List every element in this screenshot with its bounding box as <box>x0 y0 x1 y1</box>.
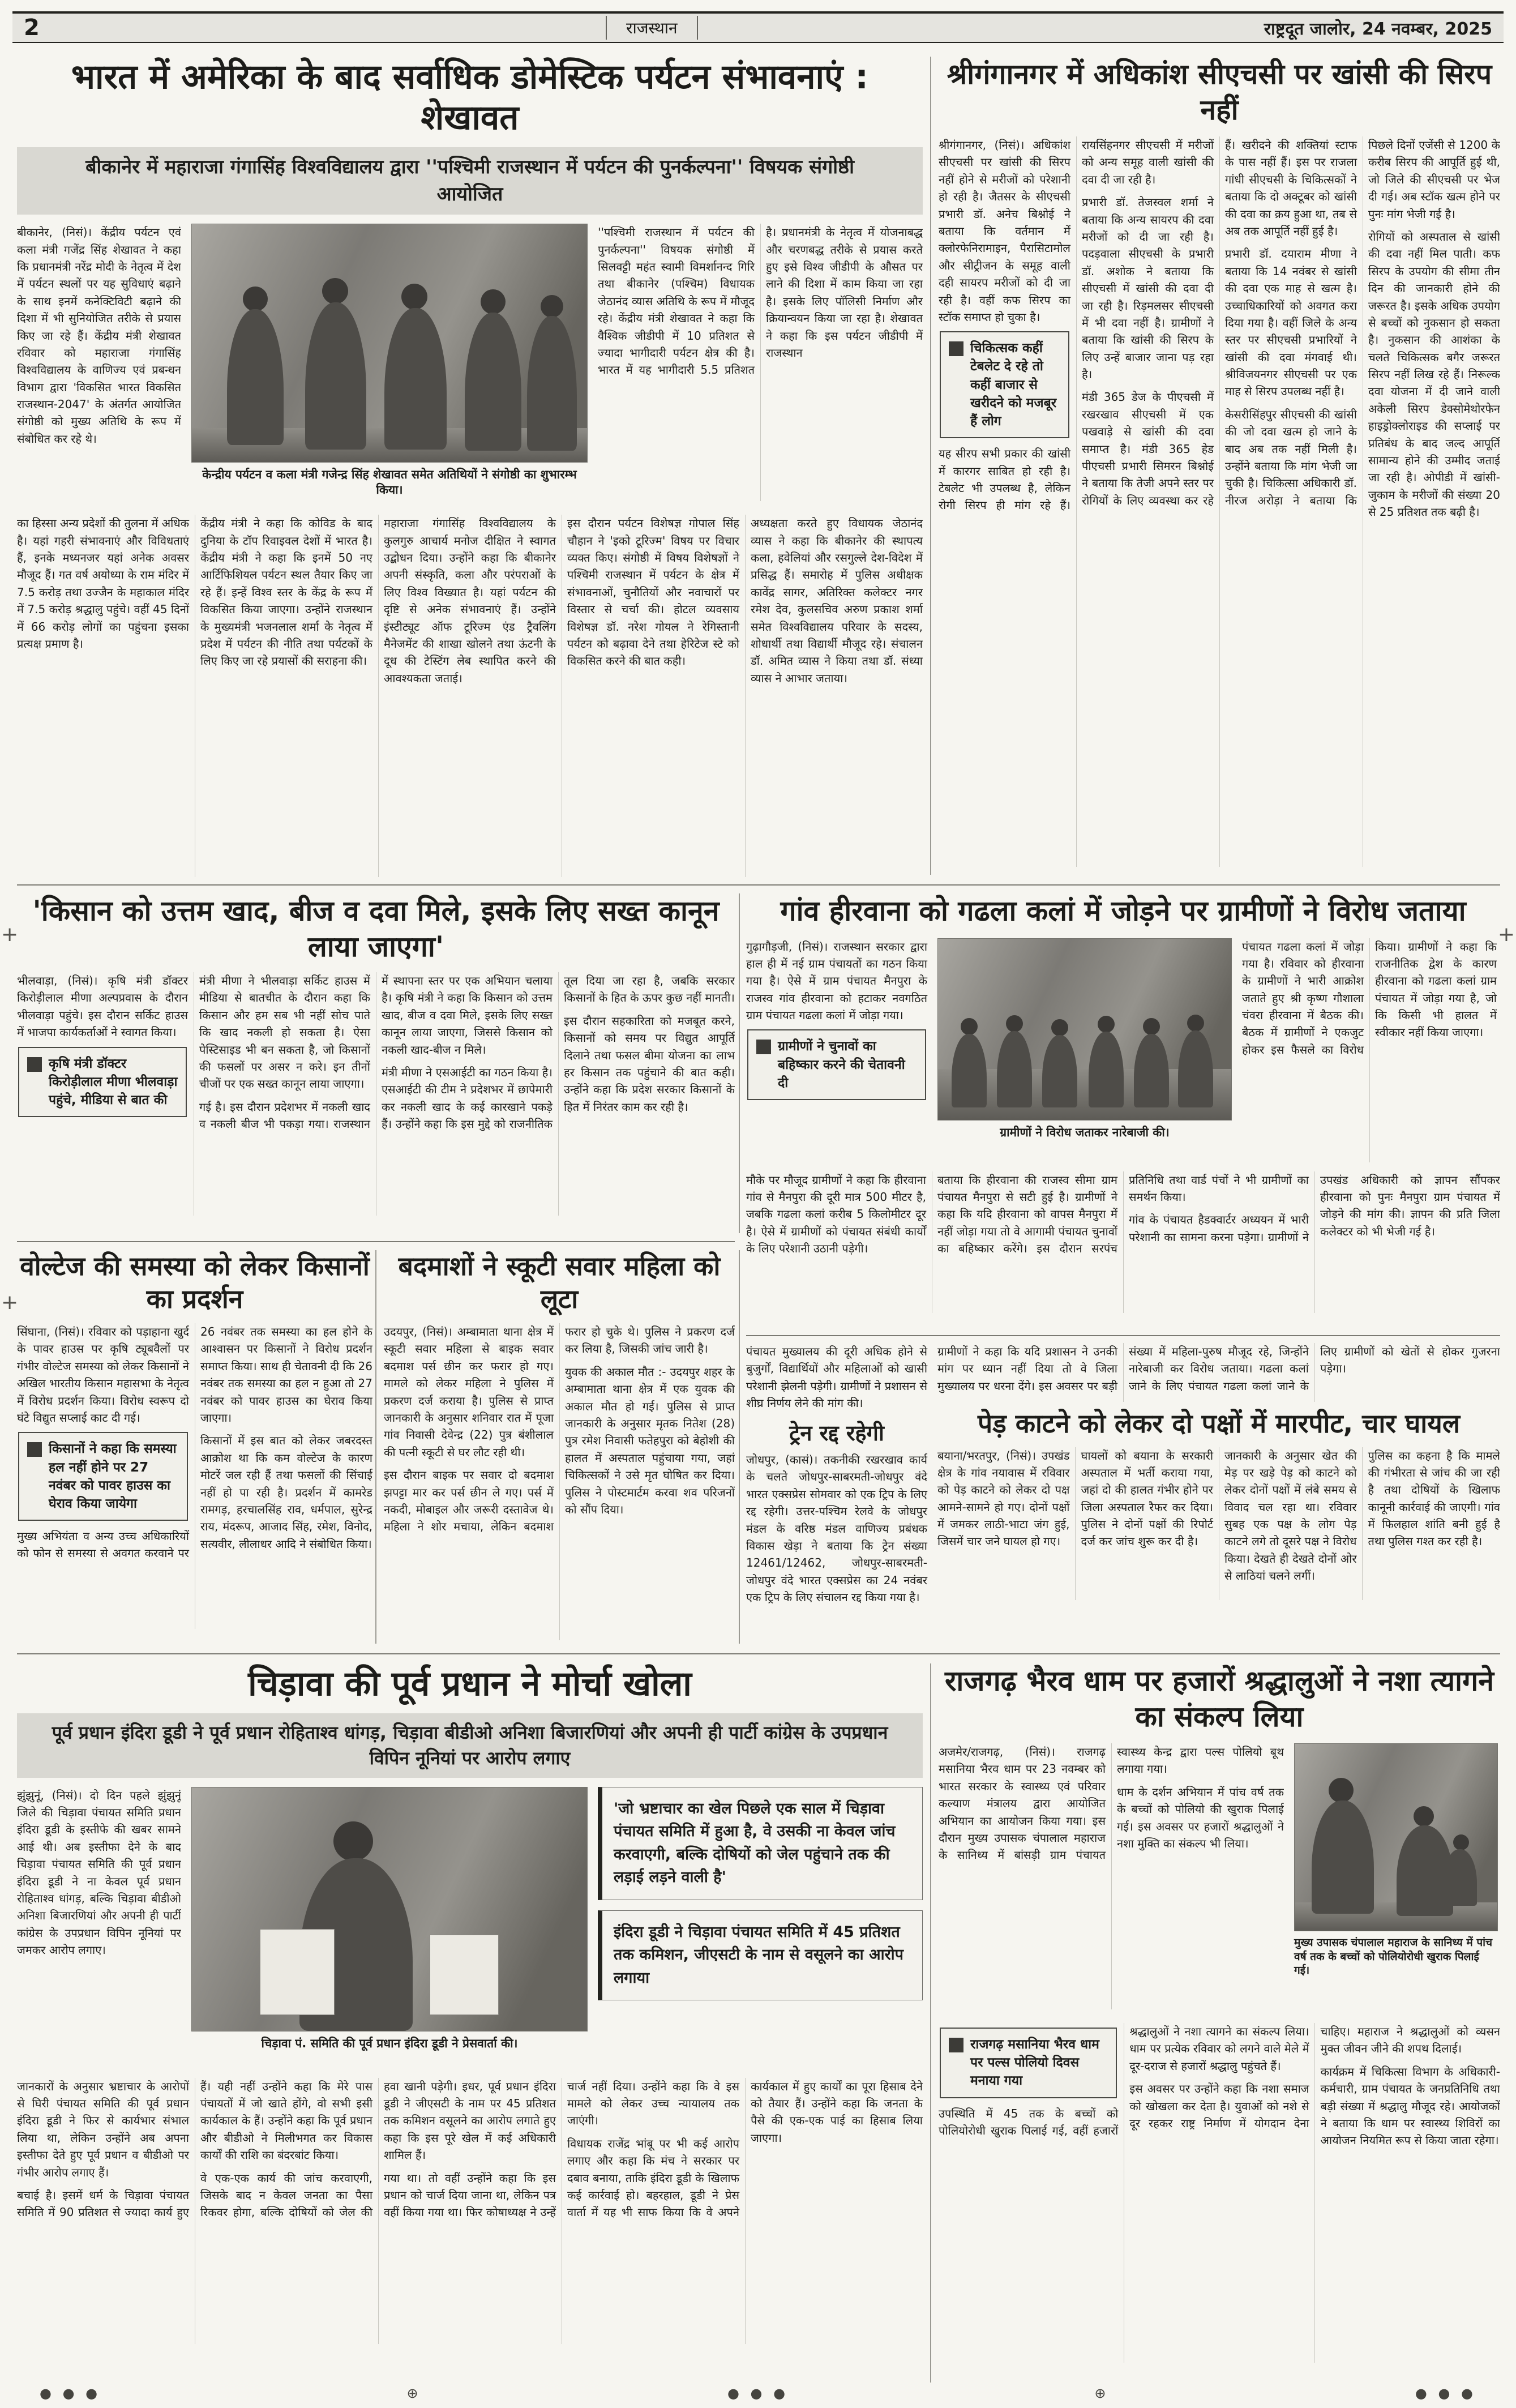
person-silhouette <box>465 313 521 451</box>
article-voltage-rest: मुख्य अभियंता व अन्य उच्च अधिकारियों को फोन से समस्या से अवगत करवाने पर 26 नवंबर तक समस्या का हल होने के आश्वासन पर किसानों ने विरोध प्रदर्शन समाप्त किया। साथ ही चेतावनी दी कि 26 नवंबर तक समस्या का हल न हुआ तो 27 नवंबर को पावर हाउस का घेराव किया जाएगा। किसानों में इस बात को लेकर जबरदस्त आक्रोश था कि कम वोल्टेज के कारण मोटरें जल रही हैं तथा फसलों की सिंचाई नहीं हो पा रही है। प्रदर्शन में कामरेड रामगड़, हरचालसिंह राव, धर्मपाल, सुरेन्द्र राय, मंदरूप, आजाद सिंह, रमेश, विनोद, सत्यवीर, लीलाधर आदि ने संबोधित किया। <box>17 1325 372 1560</box>
person-silhouette <box>1089 1032 1124 1107</box>
section-divider <box>17 884 1500 886</box>
article-farmer-headline: 'किसान को उत्तम खाद, बीज व दवा मिले, इसके लिए सख्त कानून लाया जाएगा' <box>32 895 720 963</box>
article-farmer-inset <box>18 1047 187 1118</box>
article-syrup-headline: श्रीगंगानगर में अधिकांश सीएचसी पर खांसी की सिरप नहीं <box>947 58 1492 126</box>
page-footer-marks <box>40 2385 1476 2401</box>
person-silhouette <box>1042 1035 1077 1107</box>
article-tourism-photo <box>191 224 588 463</box>
person-silhouette <box>952 1034 987 1107</box>
article-rajgarh-lead-columns: अजमेर/राजगढ़, (निसं)। राजगढ़ मसानिया भैरव धाम पर 23 नवम्बर को भारत सरकार के स्वास्थ्य एवं परिवार कल्याण मंत्रालय द्वारा आयोजित अभियान का आयोजन किया गया। इस दौरान मुख्य उपासक चंपालाल महाराज के सानिध्य में बांसड़ी ग्राम पंचायत स्वास्थ्य केन्द्र द्वारा पल्स पोलियो बूथ लगाया गया। धाम के दर्शन अभियान में पांच वर्ष तक के बच्चों को पोलियो की खुराक पिलाई गई। इस अवसर पर हजारों श्रद्धालुओं ने नशा मुक्ति का संकल्प भी लिया। <box>939 1745 1284 1862</box>
article-rajgarh-rest: उपस्थिति में 45 तक के बच्चों को पोलियोरोधी खुराक पिलाई गई, वहीं हजारों श्रद्धालुओं ने नशा त्यागने का संकल्प लिया। धाम पर प्रत्येक रविवार को लगने वाले मेले में दूर-दराज से हजारों श्रद्धालु पहुंचते हैं। इस अवसर पर उन्होंने कहा कि नशा समाज को खोखला कर देता है। युवाओं को नशे से दूर रहकर राष्ट्र निर्माण में योगदान देना चाहिए। महाराज ने श्रद्धालुओं को व्यसन मुक्त जीवन जीने की शपथ दिलाई। कार्यक्रम में चिकित्सा विभाग के अधिकारी-कर्मचारी, ग्राम पंचायत के जनप्रतिनिधि तथा बड़ी संख्या में श्रद्धालु मौजूद रहे। आयोजकों ने बताया कि धाम पर स्वास्थ्य शिविरों का आयोजन नियमित रूप से किया जाता रहेगा। <box>939 2025 1500 2148</box>
article-syrup-pullquote-text: चिकित्सक कहीं टेबलेट दे रहे तो कहीं बाजार से खरीदने को मजबूर हैं लोग <box>970 341 1057 429</box>
article-chidawa-quotes <box>598 1787 923 2070</box>
article-chidawa-photo <box>191 1787 588 2031</box>
person-silhouette <box>401 284 427 310</box>
article-hirwana <box>746 893 1500 1331</box>
article-tourism-photo-block <box>191 224 588 507</box>
article-chidawa-headline: चिड़ावा की पूर्व प्रधान ने मोर्चा खोला <box>248 1664 692 1704</box>
person-silhouette <box>322 278 348 304</box>
article-chidawa-subhead: पूर्व प्रधान इंदिरा डूडी ने पूर्व प्रधान रोहिताश्व धांगड़, चिड़ावा बीडीओ अनिशा बिजारणियां और अपनी ही पार्टी कांग्रेस के उपप्रधान विपिन नूनियां पर आरोप लगाए <box>17 1713 923 1778</box>
lower-right-main <box>937 1343 1500 1612</box>
child-silhouette <box>1443 1849 1477 1906</box>
article-tourism <box>17 57 923 875</box>
article-syrup <box>939 57 1500 875</box>
article-chidawa-quote-1: 'जो भ्रष्टाचार का खेल पिछले एक साल में चिड़ावा पंचायत समिति में हुआ है, वे उसकी ना केवल जांच करवाएगी, बल्कि दोषियों को जेल पहुंचाने तक की लड़ाई लड़ने वाली है' <box>598 1787 923 1900</box>
square-bullet-icon <box>756 1040 771 1054</box>
article-hirwana-side-columns: पंचायत गढला कलां में जोड़ा गया है। रविवार को हीरवाना के ग्रामीणों ने भारी आक्रोश जताते हुए श्री कृष्ण गौशाला चंवरा हीरवाना में बैठक की। बैठक में ग्रामीणों ने एकजुट होकर इस फैसले का विरोध किया। ग्रामीणों ने कहा कि राजनीतिक द्वेश के कारण हीरवाना को गढला कलां ग्राम पंचायत में जोड़ा गया है, जो कि किसी भी हालत में स्वीकार नहीं किया जाएगा। <box>1242 939 1497 1057</box>
square-bullet-icon <box>949 341 963 356</box>
article-rajgarh-bottom <box>939 2023 1500 2363</box>
article-scooter-body <box>384 1323 735 1640</box>
section-title: राजस्थान <box>606 16 698 40</box>
registration-mark: + <box>1 1291 19 1314</box>
lower-right-left-column <box>746 1343 927 1612</box>
person-silhouette <box>997 1031 1032 1107</box>
article-hirwana-headline: गांव हीरवाना को गढला कलां में जोड़ने पर ग्रामीणों ने विरोध जताया <box>780 895 1466 927</box>
square-bullet-icon <box>27 1442 42 1457</box>
article-scooter-lead: उदयपुर, (निसं)। अम्बामाता थाना क्षेत्र में स्कूटी सवार महिला से बाइक सवार बदमाश पर्स छीन कर फरार हो गए। मामले को लेकर महिला ने पुलिस में प्रकरण दर्ज कराया है। पुलिस से प्राप्त जानकारी के अनुसार शनिवार रात में पूजा गांव निवासी देवेन्द्र (22) पुत्र बंशीलाल की पत्नी स्कूटी से घर लौट रही थी। <box>384 1325 554 1459</box>
article-chidawa-photo-block <box>191 1787 588 2070</box>
article-voltage <box>17 1250 372 1644</box>
article-hirwana-photo-caption: ग्रामीणों ने विरोध जताकर नारेबाजी की। <box>1000 1125 1170 1139</box>
article-hirwana-photo-block <box>937 938 1232 1165</box>
article-rajgarh-headline: राजगढ़ भैरव धाम पर हजारों श्रद्धालुओं ने नशा त्यागने का संकल्प लिया <box>944 1665 1494 1733</box>
section-divider <box>746 1335 1500 1336</box>
article-train-body: जोधपुर, (कासं)। तकनीकी रखरखाव कार्य के चलते जोधपुर-साबरमती-जोधपुर वंदे भारत एक्सप्रेस सोमवार को एक ट्रिप के लिए रद्द रहेगी। उत्तर-पश्चिम रेलवे के जोधपुर मंडल के वरिष्ठ मंडल वाणिज्य प्रबंधक विकास खेड़ा ने बताया कि ट्रेन संख्या 12461/12462, जोधपुर-साबरमती-जोधपुर वंदे भारत एक्सप्रेस का 24 नवंबर एक ट्रिप के लिए संचालन रद्द किया गया है। <box>746 1453 927 1605</box>
person-silhouette <box>1143 1018 1160 1035</box>
held-document <box>430 1935 499 2015</box>
article-farmer-rest: मंत्री मीणा ने भीलवाड़ा सर्किट हाउस में मीडिया से बातचीत के दौरान कहा कि किसान और हम सब भी नहीं सोच पाते कि खाद नकली हो सकता है। ऐसा पेस्टिसाइड भी बन सकता है, जो किसानों की फसलों पर असर न करे। इन तीनों चीजों पर एक सख्त कानून लाया जाएगा। गई है। इस दौरान प्रदेशभर में नकली खाद व नकली बीज भी पकड़ा गया। राजस्थान में स्थापना स्तर पर एक अभियान चलाया है। कृषि मंत्री ने कहा कि किसान को उत्तम खाद, बीज व दवा मिले, इसके लिए सख्त कानून लाया जाएगा, जिससे किसान को नकली खाद-बीज न मिले। मंत्री मीणा ने एसआईटी का गठन किया है। एसआईटी की टीम ने प्रदेशभर में छापेमारी कर नकली खाद के कई कारखाने पकड़े हैं। उन्होंने कहा कि इस मुद्दे को राजनीतिक तूल दिया जा रहा है, जबकि सरकार किसानों के हित के ऊपर कुछ नहीं मानती। इस दौरान सहकारिता को मजबूत करने, किसानों को समय पर विद्युत आपूर्ति दिलाने तथा फसल बीमा योजना का लाभ हर किसान तक पहुंचाने की बात कही। उन्होंने कहा कि प्रदेश सरकार किसानों के हित में निरंतर काम कर रही है। <box>199 974 735 1131</box>
article-rajgarh-inset-text: राजगढ़ मसानिया भैरव धाम पर पल्स पोलियो दिवस मनाया गया <box>970 2037 1099 2089</box>
footer-dots: ● ● ● <box>727 2385 789 2401</box>
held-document <box>260 1929 335 2015</box>
section-divider <box>17 1653 1500 1654</box>
article-farmer <box>17 893 735 1233</box>
person-silhouette <box>305 302 366 450</box>
article-voltage-inset <box>18 1432 188 1521</box>
article-rajgarh <box>939 1663 1500 2383</box>
footer-dots: ● ● ● <box>40 2385 101 2401</box>
band-lower-right <box>746 1343 1500 1644</box>
article-syrup-lead: श्रीगंगानगर, (निसं)। अधिकांश सीएचसी पर खांसी की सिरप नहीं होने से मरीजों को परेशानी हो रही है। जैतसर के सीएचसी प्रभारी डॉ. अनेच बिश्नोई ने बताया कि वर्तमान में क्लोरफेनिरामाइन, पैरासिटामोल और सीट्रीजन के समूह वाली दही सायरप मरीजों को दी जा रही है। वहीं कफ सिरप का स्टॉक समाप्त हो चुका है। <box>939 138 1070 324</box>
article-tourism-subhead: बीकानेर में महाराजा गंगासिंह विश्वविद्यालय द्वारा ''पश्चिमी राजस्थान में पर्यटन की पुनर्कल्पना'' विषयक संगोष्ठी आयोजित <box>17 147 923 215</box>
article-rajgarh-photo-caption: मुख्य उपासक चंपालाल महाराज के सानिध्य में पांच वर्ष तक के बच्चों को पोलियोरोधी खुराक पिलाई गई। <box>1294 1936 1493 1977</box>
article-tourism-column-1: बीकानेर, (निसं)। केंद्रीय पर्यटन एवं कला मंत्री गजेंद्र सिंह शेखावत ने कहा कि प्रधानमंत्री नरेंद्र मोदी के नेतृत्व में देश में पर्यटन स्थलों पर यह सुविधाएं बढ़ाने के साथ इनमें कनेक्टिविटी बढ़ाने की दिशा में भी सुनियोजित तरीके से प्रयास किए जा रहे हैं। केंद्रीय मंत्री शेखावत रविवार को महाराजा गंगासिंह विश्वविद्यालय के वाणिज्य एवं प्रबन्धन विभाग द्वारा 'विकसित भारत विकसित राजस्थान-2047' के अंतर्गत आयोजित संगोष्ठी को मुख्य अतिथि के रूप में संबोधित कर रहे थे। <box>17 225 181 446</box>
column-divider <box>930 1663 931 2383</box>
article-hirwana-cont-left: पंचायत मुख्यालय की दूरी अधिक होने से बुजुर्गों, विद्यार्थियों और महिलाओं को खासी परेशानी झेलनी पड़ेगी। ग्रामीणों ने प्रशासन से शीघ्र निर्णय लेने की मांग की। <box>746 1345 927 1410</box>
person-silhouette <box>481 289 506 314</box>
article-hirwana-left <box>746 938 927 1165</box>
article-farmer-lead: भीलवाड़ा, (निसं)। कृषि मंत्री डॉक्टर किरोड़ीलाल मीणा अल्पप्रवास के दौरान भीलवाड़ा पहुंचे। इस दौरान सर्किट हाउस में भाजपा कार्यकर्ताओं ने स्वागत किया। <box>17 974 188 1040</box>
person-silhouette <box>1329 1778 1354 1803</box>
person-silhouette <box>1098 1016 1115 1033</box>
article-hirwana-inset-text: ग्रामीणों ने चुनावों का बहिष्कार करने की चेतावनी दी <box>778 1039 905 1090</box>
article-syrup-rest: यह सीरप सभी प्रकार की खांसी में कारगर साबित हो रही है। टेबलेट भी उपलब्ध है, लेकिन रोगी सिरप ही मांग रहे हैं। रायसिंहनगर सीएचसी में मरीजों को अन्य समूह वाली खांसी की दवा दी जा रही है। प्रभारी डॉ. तेजस्वल शर्मा ने बताया कि अन्य सायरप की दवा मरीजों को दी जा रही है। पदड़वाला सीएचसी के प्रभारी डॉ. अशोक ने बताया कि सीएचसी में खांसी की दवा दी जा रही है। रिड़मलसर सीएचसी में भी दवा नहीं है। ग्रामीणों ने बताया कि खांसी की सिरप के लिए उन्हें बाजार जाना पड़ रहा है। मंडी 365 डेज के पीएचसी में रखरखाव सीएचसी में एक पखवाड़े से खांसी की दवा समाप्त है। मंडी 365 हेड पीएचसी प्रभारी सिमरन बिश्नोई ने बताया कि तेजी अपने स्तर पर रोगियों के लिए व्यवस्था कर रहे हैं। खरीदने की शक्तियां स्टाफ के पास नहीं हैं। इस पर राजला गांधी सीएचसी के चिकित्सकों ने बताया कि दो अक्टूबर को खांसी की दवा का क्रय हुआ था, तब से अब तक आपूर्ति नहीं हुई है। प्रभारी डॉ. दयाराम मीणा ने बताया कि 14 नवंबर से खांसी की दवा एक माह से खत्म है। उच्चाधिकारियों को अवगत करा दिया गया है। वहीं जिले के अन्य स्तर पर सीएचसी प्रभारियों ने खांसी की दवा मंगवाई थी। श्रीविजयनगर सीएचसी पर एक माह से सिरप उपलब्ध नहीं है। केसरीसिंहपुर सीएचसी की खांसी की जो दवा खत्म हो जाने के बाद अब तक नहीं मिली है। उन्होंने बताया कि मांग भेजी जा चुकी है। चिकित्सा अधिकारी डॉ. नीरज अरोड़ा ने बताया कि पिछले दिनों एजेंसी से 1200 के करीब सिरप की आपूर्ति हुई थी, जो जिले की सीएचसी पर भेज दी गई। अब स्टॉक खत्म होने पर पुनः मांग भेजी गई है। रोगियों को अस्पताल से खांसी की दवा नहीं मिल पाती। कफ सिरप के उपयोग की सीमा तीन दिन की जानकारी होने की जरूरत है। इसके अधिक उपयोग से बच्चों को नुकसान हो सकता है। नुकसान की आशंका के चलते चिकित्सक बगैर जरूरत सिरप नहीं लिख रहे हैं। निरूल्क दवा योजना में दी जाने वाली अकेली सिरप डेक्सोमेथोरफेन हाइड्रोक्लोराइड की सप्लाई पर प्रतिबंध के बाद जल्द आपूर्ति सामान्य होने की उम्मीद जताई जा रही है। ओपीडी में खांसी-जुकाम के मरीजों की संख्या 20 से 25 प्रतिशत तक बढ़ी है। <box>939 138 1500 519</box>
masthead-date: राष्ट्रदूत जालोर, 24 नवम्बर, 2025 <box>1264 19 1492 39</box>
article-farmer-body <box>17 972 735 1216</box>
article-chidawa-quote-2: इंदिरा डूडी ने चिड़ावा पंचायत समिति में 45 प्रतिशत तक कमिशन, जीएसटी के नाम से वसूलने का आरोप लगाया <box>598 1910 923 2001</box>
person-silhouette <box>1051 1019 1068 1036</box>
footer-dots: ● ● ● <box>1415 2385 1476 2401</box>
person-silhouette <box>1414 1806 1434 1827</box>
article-rajgarh-inset <box>940 2028 1117 2098</box>
person-silhouette <box>384 308 447 450</box>
footer-register-icon: ⊕ <box>1094 2385 1110 2401</box>
article-voltage-body <box>17 1323 372 1629</box>
article-voltage-lead: सिंघाना, (निसं)। रविवार को पड़ाहाना खुर्द के पावर हाउस पर कृषि ट्यूबवैलों पर गंभीर वोल्टेज समस्या को लेकर किसानों ने अखिल भारतीय किसान महासभा के नेतृत्व में विरोध प्रदर्शन किया। विरोध स्वरूप दो घंटे विद्युत सप्लाई काट दी गई। <box>17 1325 189 1425</box>
article-trees-body: बयाना/भरतपुर, (निसं)। उपखंड क्षेत्र के गांव नयावास में रविवार को पेड़ काटने को लेकर दो पक्ष आमने-सामने हो गए। दोनों पक्षों में जमकर लाठी-भाटा जंग हुई, जिसमें चार जने घायल हो गए। घायलों को बयाना के सरकारी अस्पताल में भर्ती कराया गया, जहां दो की हालत गंभीर होने पर जिला अस्पताल रैफर कर दिया। पुलिस ने दोनों पक्षों की रिपोर्ट दर्ज कर जांच शुरू कर दी है। जानकारी के अनुसार खेत की मेड़ पर खड़े पेड़ को काटने को लेकर दोनों पक्षों में लंबे समय से विवाद चल रहा था। रविवार सुबह एक पक्ष के लोग पेड़ काटने लगे तो दूसरे पक्ष ने विरोध किया। देखते ही देखते दोनों ओर से लाठियां चलने लगीं। पुलिस का कहना है कि मामले की गंभीरता से जांच की जा रही है तथा दोषियों के खिलाफ कानूनी कार्रवाई की जाएगी। गांव में फिलहाल शांति बनी हुई है तथा पुलिस गश्त कर रही है। <box>937 1448 1500 1583</box>
page-number: 2 <box>24 15 40 41</box>
article-hirwana-inset <box>747 1029 926 1100</box>
article-rajgarh-photo <box>1294 1743 1498 1931</box>
article-chidawa-column-1: झुंझुनूं, (निसं)। दो दिन पहले झुंझुनूं जिले की चिड़ावा पंचायत समिति प्रधान इंदिरा डूडी के इस्तीफे की खबर सामने आई थी। अब इस्तीफा देने के बाद चिड़ावा पंचायत समिति की पूर्व प्रधान इंदिरा डूडी ने ना केवल पूर्व प्रधान रोहिताश्व धांगड़, बल्कि चिड़ावा बीडीओ अनिशा बिजारणियां और अपनी ही पार्टी कांग्रेस के उपप्रधान विपिन नूनियां पर जमकर आरोप लगाए। <box>17 1788 181 1957</box>
article-tourism-photo-caption: केन्द्रीय पर्यटन व कला मंत्री गजेन्द्र सिंह शेखावत समेत अतिथियों ने संगोष्ठी का शुभारम्भ किया। <box>202 468 577 497</box>
article-syrup-body <box>939 136 1500 867</box>
article-train-headline: ट्रेन रद्द रहेगी <box>789 1420 884 1445</box>
article-hirwana-photo <box>937 938 1232 1120</box>
article-voltage-inset-text: किसानों ने कहा कि समस्या हल नहीं होने पर 27 नवंबर को पावर हाउस का घेराव किया जायेगा <box>49 1442 177 1511</box>
registration-mark: + <box>1 923 19 946</box>
article-train <box>746 1420 927 1606</box>
person-silhouette <box>333 1821 373 1861</box>
article-rajgarh-photo-block <box>1294 1743 1498 2015</box>
article-hirwana-cont-right: ग्रामीणों ने कहा कि यदि प्रशासन ने उनकी मांग पर ध्यान नहीं दिया तो वे जिला मुख्यालय पर धरना देंगे। इस अवसर पर बड़ी संख्या में महिला-पुरुष मौजूद रहे, जिन्होंने नारेबाजी कर विरोध जताया। गढला कलां जाने के लिए पंचायत गढला कलां जाने के लिए ग्रामीणों को खेतों से होकर गुजरना पड़ेगा। <box>937 1345 1500 1393</box>
article-trees-headline: पेड़ काटने को लेकर दो पक्षों में मारपीट, चार घायल <box>977 1408 1461 1439</box>
section-divider <box>17 1241 735 1242</box>
footer-register-icon: ⊕ <box>406 2385 422 2401</box>
column-divider <box>930 57 931 875</box>
article-hirwana-lead: गुढ़ागौड़जी, (निसं)। राजस्थान सरकार द्वारा हाल ही में नई ग्राम पंचायतों का गठन किया गया है। ऐसे में ग्राम पंचायत मैनपुरा के राजस्व गांव हीरवाना को हटाकर नवगठित ग्राम पंचायत गढला कलां में जोड़ा गया। <box>746 939 927 1023</box>
column-divider <box>739 1250 740 1644</box>
child-silhouette <box>1453 1834 1469 1850</box>
person-silhouette <box>541 295 563 318</box>
article-hirwana-continuation: मौके पर मौजूद ग्रामीणों ने कहा कि हीरवाना गांव से मैनपुरा की दूरी मात्र 500 मीटर है, जबकि गढला कलां करीब 5 किलोमीटर दूर है। ऐसे में ग्रामीणों को पंचायत संबंधी कार्यों के लिए परेशानी उठानी पड़ेगी। बताया कि हीरवाना की राजस्व सीमा ग्राम पंचायत मैनपुरा से सटी हुई है। ग्रामीणों ने कहा कि यदि हीरवाना को वापस मैनपुरा में नहीं जोड़ा गया तो वे आगामी पंचायत चुनावों का बहिष्कार करेंगे। इस दौरान सरपंच प्रतिनिधि तथा वार्ड पंचों ने भी ग्रामीणों का समर्थन किया। गांव के पंचायत हैडक्वार्टर अध्ययन में भारी परेशानी का सामना करना पड़ेगा। ग्रामीणों ने उपखंड अधिकारी को ज्ञापन सौंपकर हीरवाना को पुनः मैनपुरा ग्राम पंचायत में जोड़ने की मांग की। ज्ञापन की प्रति जिला कलेक्टर को भी भेजी गई है। <box>746 1173 1500 1256</box>
article-tourism-side-columns: ''पश्चिमी राजस्थान में पर्यटन की पुनर्कल्पना'' विषयक संगोष्ठी में सिलवट्टी महंत स्वामी विमर्शानन्द गिरि तथा बीकानेर (पश्चिम) विधायक जेठानंद व्यास अतिथि के रूप में मौजूद रहे। केंद्रीय मंत्री शेखावत ने कहा कि वैश्विक जीडीपी में 10 प्रतिशत से ज्यादा भागीदारी पर्यटन क्षेत्र की है। भारत में यह भागीदारी 5.5 प्रतिशत है। प्रधानमंत्री के नेतृत्व में योजनाबद्ध और चरणबद्ध तरीके से प्रयास करते हुए इसे विश्व जीडीपी के औसत पर लाने की दिशा में काम किया जा रहा है। इसके लिए पॉलिसी निर्माण और क्रियान्वयन किया जा रहा है। शेखावत ने कहा कि इस पर्यटन जीडीपी में राजस्थान <box>598 225 923 377</box>
article-chidawa-bottom-columns: जानकारों के अनुसार भ्रष्टाचार के आरोपों से घिरी पंचायत समिति की पूर्व प्रधान इंदिरा डूडी ने फिर से कार्यभार संभाल लिया था, लेकिन उन्होंने अब अपना इस्तीफा देते हुए पूर्व प्रधान व बीडीओ पर गंभीर आरोप लगाए हैं। बचाई है। इसमें धर्म के चिड़ावा पंचायत समिति में 90 प्रतिशत से ज्यादा कार्य हुए हैं। यही नहीं उन्होंने कहा कि मेरे पास पंचायतों में जो खाते होंगे, वो सभी इसी कार्यकाल के हैं। उन्होंने कहा कि पूर्व प्रधान और बीडीओ ने मिलीभगत कर विकास कार्यों की राशि का बंदरबांट किया। वे एक-एक कार्य की जांच करवाएगी, जिसके बाद न केवल जनता का पैसा रिकवर होगा, बल्कि दोषियों को जेल की हवा खानी पड़ेगी। इधर, पूर्व प्रधान इंदिरा डूडी ने जीएसटी के नाम पर 45 प्रतिशत तक कमिशन वसूलने का आरोप लगाते हुए कहा कि इस पूरे खेल में कई अधिकारी शामिल हैं। गया था। तो वहीं उन्होंने कहा कि इस प्रधान को चार्ज दिया जाना था, लेकिन पत्र वहीं किया गया था। फिर कोषाध्यक्ष ने उन्हें चार्ज नहीं दिया। उन्होंने कहा कि वे इस मामले को लेकर उच्च न्यायालय तक जाएंगी। विधायक राजेंद्र भांबू पर भी कई आरोप लगाए और कहा कि मंच ने सरकार पर दबाव बनाया, ताकि इंदिरा डूडी के खिलाफ कई कार्रवाई हो। बहरहाल, डूडी ने प्रेस वार्ता में यह भी साफ किया कि वे अपने कार्यकाल में हुए कार्यों का पूरा हिसाब देने को तैयार हैं। उन्होंने कहा कि जनता के पैसे की एक-एक पाई का हिसाब लिया जाएगा। <box>17 2079 923 2219</box>
person-silhouette <box>1178 1030 1213 1107</box>
article-trees <box>937 1408 1500 1600</box>
article-tourism-bottom-columns: का हिस्सा अन्य प्रदेशों की तुलना में अधिक है। यहां गहरी संभावनाएं और विविधताएं हैं, इनके मध्यनजर यहां अनेक अवसर मौजूद हैं। गत वर्ष अयोध्या के राम मंदिर में 7.5 करोड़ तथा उज्जैन के महाकाल मंदिर में 7.5 करोड़ श्रद्धालु पहुंचे। वहीं 45 दिनों में 66 करोड़ लोगों का पहुंचना इसका प्रत्यक्ष प्रमाण है। केंद्रीय मंत्री ने कहा कि कोविड के बाद दुनिया के टॉप रिवाइवल देशों में भारत है। केंद्रीय मंत्री ने कहा कि इनमें 50 नए आर्टिफिशियल पर्यटन स्थल तैयार किए जा रहे हैं। इन्हें विश्व स्तर के केंद्र के रूप में विकसित किया जाएगा। उन्होंने राजस्थान के मुख्यमंत्री भजनलाल शर्मा के नेतृत्व में प्रदेश में पर्यटन की नीति तथा पर्यटकों के लिए किए जा रहे प्रयासों की सराहना की। महाराजा गंगासिंह विश्वविद्यालय के कुलगुरु आचार्य मनोज दीक्षित ने स्वागत उद्बोधन दिया। उन्होंने कहा कि बीकानेर अपनी संस्कृति, कला और परंपराओं के लिए विश्व विख्यात है। यहां पर्यटन की दृष्टि से अनेक संभावनाएं हैं। उन्होंने इंस्टीट्यूट ऑफ टूरिज्म एंड ट्रैवलिंग मैनेजमेंट की शाखा खोलने तथा ऊंटनी के दूध की टेस्टिंग लेब स्थापित करने की आवश्यकता जताई। इस दौरान पर्यटन विशेषज्ञ गोपाल सिंह चौहान ने 'इको टूरिज्म' विषय पर विचार व्यक्त किए। संगोष्ठी में विषय विशेषज्ञों ने पश्चिमी राजस्थान में पर्यटन के क्षेत्र में संभावनाओं, चुनौतियों और नवाचारों पर विस्तार से चर्चा की। होटल व्यवसाय विशेषज्ञ डॉ. नरेश गोयल ने रेगिस्तानी पर्यटन को बढ़ावा देने तथा हेरिटेज स्टे को विकसित करने की बात कही। अध्यक्षता करते हुए विधायक जेठानंद व्यास ने कहा कि बीकानेर की स्थापत्य कला, हवेलियां और रसगुल्ले देश-विदेश में प्रसिद्ध हैं। समारोह में पुलिस अधीक्षक कावेंद्र सागर, अतिरिक्त कलेक्टर नगर रमेश देव, कुलसचिव अरुण प्रकाश शर्मा समेत विश्वविद्यालय परिवार के सदस्य, शोधार्थी तथा विद्यार्थी मौजूद रहे। संचालन डॉ. अमित व्यास ने किया तथा डॉ. संध्या व्यास ने आभार जताया। <box>17 516 923 685</box>
person-silhouette <box>1134 1034 1169 1107</box>
person-silhouette <box>1187 1015 1204 1032</box>
column-divider <box>739 893 740 1233</box>
square-bullet-icon <box>949 2038 963 2052</box>
square-bullet-icon <box>27 1057 42 1072</box>
registration-mark: + <box>1497 923 1515 946</box>
article-voltage-headline: वोल्टेज की समस्या को लेकर किसानों का प्रदर्शन <box>20 1251 370 1314</box>
page-header <box>12 11 1504 43</box>
person-silhouette <box>961 1018 978 1035</box>
article-scooter <box>384 1250 735 1644</box>
person-silhouette <box>1312 1800 1374 1914</box>
article-tourism-headline: भारत में अमेरिका के बाद सर्वाधिक डोमेस्टिक पर्यटन संभावनाएं : शेखावत <box>71 57 869 138</box>
article-chidawa-photo-caption: चिड़ावा पं. समिति की पूर्व प्रधान इंदिरा डूडी ने प्रेसवार्ता की। <box>261 2036 518 2050</box>
person-silhouette <box>1006 1015 1023 1032</box>
person-silhouette <box>227 309 284 445</box>
article-farmer-inset-text: कृषि मंत्री डॉक्टर किरोड़ीलाल मीणा भीलवाड़ा पहुंचे, मीडिया से बात की <box>49 1056 178 1107</box>
article-syrup-pullquote <box>940 331 1069 438</box>
person-silhouette <box>527 316 577 451</box>
article-chidawa <box>17 1663 923 2383</box>
person-silhouette <box>243 286 268 311</box>
article-scooter-rest: इस दौरान बाइक पर सवार दो बदमाश झपट्टा मार कर पर्स छीन ले गए। पर्स में नकदी, मोबाइल और जरूरी दस्तावेज थे। महिला ने शोर मचाया, लेकिन बदमाश फरार हो चुके थे। पुलिस ने प्रकरण दर्ज कर लिया है, जिसकी जांच जारी है। युवक की अकाल मौत :- उदयपुर शहर के अम्बामाता थाना क्षेत्र में एक युवक की अकाल मौत हो गई। पुलिस से प्राप्त जानकारी के अनुसार मृतक नितेश (28) पुत्र रमेश निवासी फतेहपुरा को बेहोशी की हालत में अस्पताल पहुंचाया गया, जहां चिकित्सकों ने उसे मृत घोषित कर दिया। पुलिस ने पोस्टमार्टम करवा शव परिजनों को सौंप दिया। <box>384 1325 735 1534</box>
column-divider <box>375 1250 376 1644</box>
article-scooter-headline: बदमाशों ने स्कूटी सवार महिला को लूटा <box>398 1251 721 1314</box>
